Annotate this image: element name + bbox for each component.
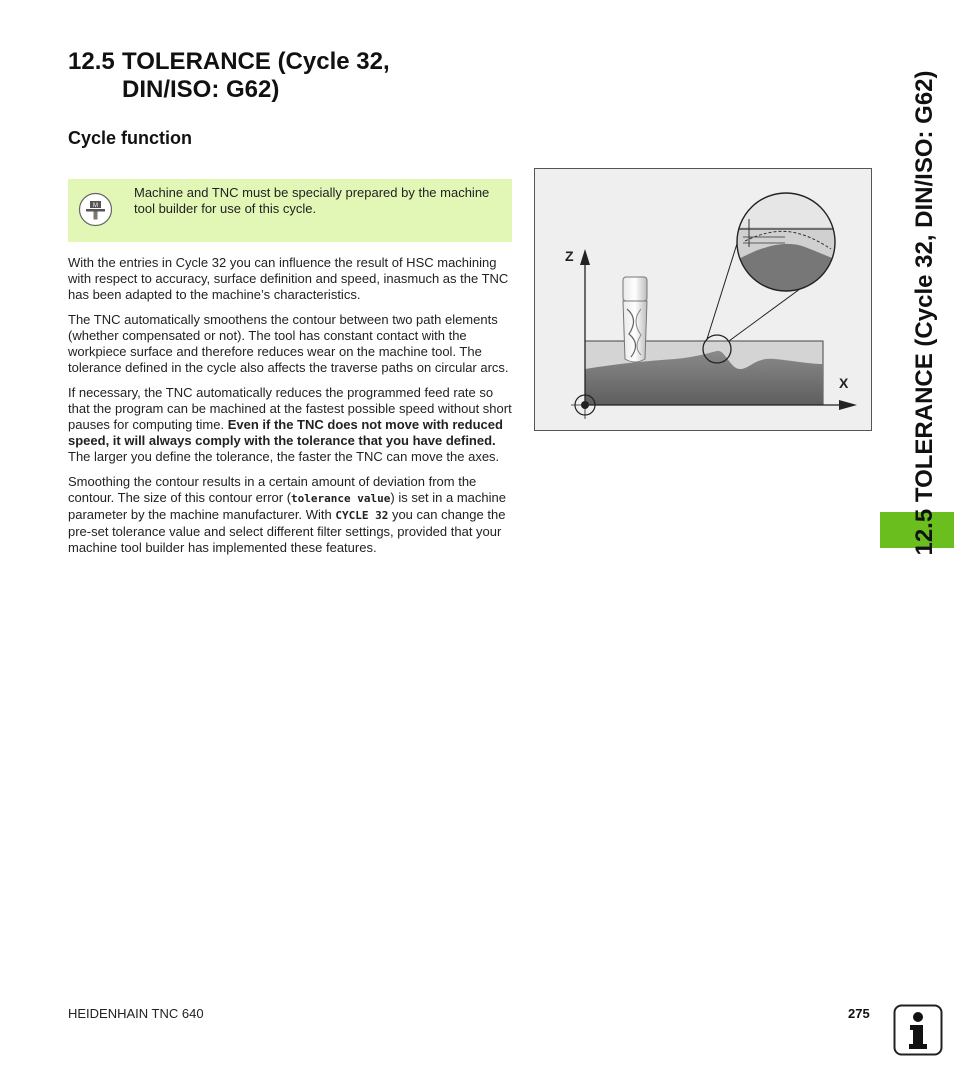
paragraph-1: With the entries in Cycle 32 you can influence the result of HSC machining with respect to accuracy, surface definition and speed, inasmuch as the TNC has been adapted to the machine’s characteristics. [68, 255, 509, 302]
side-title-text: 12.5 TOLERANCE (Cycle 32, DIN/ISO: G62) [911, 70, 938, 556]
title-line-2: DIN/ISO: G62) [122, 76, 280, 103]
svg-text:M: M [93, 203, 98, 209]
cycle-32-code: CYCLE 32 [335, 509, 389, 522]
section-subtitle: Cycle function [68, 128, 193, 148]
paragraph-3-text-end: The larger you define the tolerance, the faster the TNC can move the axes. [68, 449, 500, 464]
body-text [68, 255, 512, 565]
tolerance-illustration [534, 168, 872, 431]
machine-note-box [68, 179, 512, 242]
machine-setup-icon [78, 192, 113, 227]
page-title [68, 48, 390, 104]
paragraph-4-text: Smoothing the contour results in a certain amount of deviation from the contour. The size of this contour error ( [68, 474, 477, 505]
paragraph-4 [68, 474, 512, 556]
paragraph-2: The TNC automatically smoothens the contour between two path elements (whether compensated or not). The tool has constant contact with the workpiece surface and therefore reduces wear on the machine tool. The tolerance defined in the cycle also affects the traverse paths on circular arcs. [68, 312, 509, 375]
tolerance-value-code: tolerance value [291, 492, 391, 505]
side-running-title [905, 48, 945, 578]
axis-x-label: X [839, 375, 849, 391]
footer-product: HEIDENHAIN TNC 640 [68, 1006, 204, 1021]
section-number: 12.5 [68, 48, 115, 75]
page-number: 275 [848, 1006, 870, 1021]
paragraph-4-text-end: you can change the pre-set tolerance value and select different filter settings, provided that your machine tool builder has implemented these features. [68, 507, 506, 555]
axis-z-label: Z [565, 248, 574, 264]
info-icon [893, 1004, 943, 1056]
title-line-1: TOLERANCE (Cycle 32, [122, 48, 390, 75]
note-text: Machine and TNC must be specially prepared by the machine tool builder for use of this cycle. [134, 185, 490, 216]
tolerance-diagram [535, 169, 871, 430]
paragraph-3 [68, 385, 512, 465]
paragraph-4-text-mid: ) is set in a machine parameter by the machine manufacturer. With [68, 490, 506, 522]
paragraph-3-text: If necessary, the TNC automatically reduces the programmed feed rate so that the program can be machined at the fastest possible speed without short pauses for computing time. [68, 385, 512, 432]
paragraph-3-emphasis: Even if the TNC does not move with reduced speed, it will always comply with the tolerance that you have defined. [68, 417, 503, 448]
